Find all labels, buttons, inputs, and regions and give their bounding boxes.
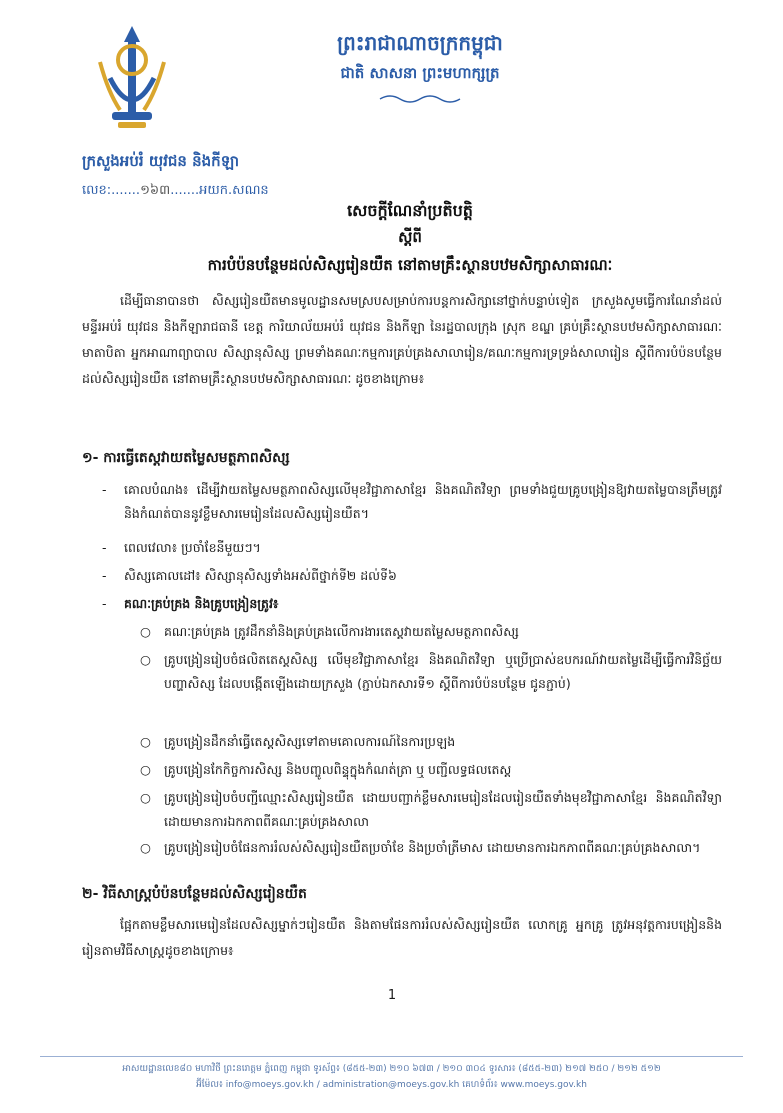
document-topic: ការបំប៉នបន្ថែមដល់សិស្សរៀនយឺត នៅតាមគ្រឹះស្ថានបឋមសិក្សាសាធារណៈ [207,256,613,274]
sub-list-item: ○ គ្រូបង្រៀនរៀបចំផែនការរំលស់សិស្សរៀនយឺតប្រចាំខែ និងប្រចាំត្រីមាស ដោយមានការឯកភាពពីគណៈគ្រប់គ្រងសាលា។ [140,840,701,855]
section-2-heading: ២- វិធីសាស្ត្របំប៉នបន្ថែមដល់សិស្សរៀនយឺត [82,886,307,902]
footer-divider [40,1056,743,1057]
list-item: - គោលបំណង៖ ដើម្បីវាយតម្លៃសមត្ថភាពសិស្សលើមុខវិជ្ជាភាសាខ្មែរ និងគណិតវិទ្យា ព្រមទាំងជួយគ្រូបង្រៀនឱ្យវាយតម្លៃបានត្រឹមត្រូវ និងកំណត់បាននូវខ្លឹមសារមេរៀនដែលសិស្សរៀនយឺត។ [102,482,722,521]
sub-list-item: ○ គ្រូបង្រៀនដឹកនាំធ្វើតេស្តសិស្សទៅតាមគោលការណ៍នៃការប្រឡង [140,734,456,749]
national-motto: ជាតិ សាសនា ព្រះមហាក្សត្រ [340,64,500,82]
page-number: 1 [387,988,397,1003]
ministry-name: ក្រសួងអប់រំ យុវជន និងកីឡា [82,152,240,170]
sub-list-item: ○ គ្រូបង្រៀនកែកិច្ចការសិស្ស និងបញ្ចូលពិន្ទុក្នុងកំណត់ត្រា ឬ បញ្ជីលទ្ធផលតេស្ត [140,762,512,777]
kingdom-heading: ព្រះរាជាណាចក្រកម្ពុជា [337,31,503,55]
reference-suffix: អយក.សណន [199,183,269,198]
footer-contact: អ៊ីម៉ែល៖ info@moeys.gov.kh / administration@moeys.gov.kh គេហទំព័រ៖ www.moeys.gov.kh [196,1080,587,1090]
decorative-flourish-icon [378,90,462,109]
sub-list-item: ○ គ្រូបង្រៀនរៀបចំបញ្ជីឈ្មោះសិស្សរៀនយឺត ដោយបញ្ជាក់ខ្លឹមសារមេរៀនដែលរៀនយឺតទាំងមុខវិជ្ជាភាសាខ្មែរ និងគណិតវិទ្យា ដោយមានការឯកភាពពីគណៈគ្រប់គ្រងសាលា [140,790,722,829]
reference-number: លេខ:.......១៦៣.......អយក.សណន [82,183,269,198]
reference-value: ១៦៣ [140,183,171,198]
section-1-heading: ១- ការធ្វើតេស្តវាយតម្លៃសមត្ថភាពសិស្ស [82,450,290,466]
list-item: - ពេលវេលា៖ ប្រចាំខែនីមួយៗ។ [102,540,261,555]
list-item: - គណៈគ្រប់គ្រង និងគ្រូបង្រៀនត្រូវ៖ [102,596,279,611]
footer-address: អាសយដ្ឋានលេខ៨០ មហាវិថី ព្រះនរោត្តម ភ្នំពេញ កម្ពុជា ទូរស័ព្ទ៖ (៨៥៥-២៣) ២១០ ៦៧៣ / ២១០ ៣០៤ ទូរសារ៖ (៨៥៥-២៣) ២១៧ ២៥០ / ២១២ ៥១២ [122,1064,661,1074]
ministry-emblem-icon [90,22,174,144]
sub-list-item: ○ គ្រូបង្រៀនរៀបចំផលិតតេស្តសិស្ស លើមុខវិជ្ជាភាសាខ្មែរ និងគណិតវិទ្យា ឬប្រើប្រាស់ឧបករណ៍វាយតម្លៃដើម្បីធ្វើការវិនិច្ឆ័យបញ្ហាសិស្ស ដែលបង្កើតឡើងដោយក្រសួង (ភ្ជាប់ឯកសារទី១ ស្តីពីការបំប៉នបន្ថែម ជូនភ្ជាប់) [140,652,722,691]
intro-paragraph: ដើម្បីធានាបានថា សិស្សរៀនយឺតមានមូលដ្ឋានសមស្របសម្រាប់ការបន្តការសិក្សានៅថ្នាក់បន្ទាប់ទៀត ក្រសួងសូមធ្វើការណែនាំដល់មន្ទីរអប់រំ យុវជន និងកីឡារាជធានី ខេត្ត ការិយាល័យអប់រំ យុវជន និងកីឡា នៃរដ្ឋបាលក្រុង ស្រុក ខណ្ឌ គ្រប់គ្រឹះស្ថានបឋមសិក្សាសាធារណៈ មាតាបិតា អ្នកអាណាព្យាបាល សិស្សានុសិស្ស ព្រមទាំងគណៈកម្មការគ្រប់គ្រងសាលារៀន/គណៈកម្មការទ្រទ្រង់សាលារៀន ស្តីពីការបំប៉នបន្ថែមដល់សិស្សរៀនយឺត នៅតាមគ្រឹះស្ថានបឋមសិក្សាសាធារណៈ ដូចខាងក្រោម៖ [82,293,722,386]
document-title: សេចក្តីណែនាំប្រតិបត្តិ [347,201,473,220]
reference-prefix: លេខ: [82,183,112,198]
list-item: - សិស្សគោលដៅ៖ សិស្សានុសិស្សទាំងអស់ពីថ្នាក់ទី២ ដល់ទី៦ [102,568,397,583]
sub-list-item: ○ គណៈគ្រប់គ្រង ត្រូវដឹកនាំនិងគ្រប់គ្រងលើការងារតេស្តវាយតម្លៃសមត្ថភាពសិស្ស [140,624,519,639]
document-subtitle: ស្តីពី [398,228,422,246]
section-2-paragraph: ផ្អែកតាមខ្លឹមសារមេរៀនដែលសិស្សម្នាក់ៗរៀនយឺត និងតាមផែនការរំលស់សិស្សរៀនយឺត លោកគ្រូ អ្នកគ្រូ ត្រូវអនុវត្តការបង្រៀននិងរៀនតាមវិធីសាស្ត្រដូចខាងក្រោម៖ [82,917,722,958]
